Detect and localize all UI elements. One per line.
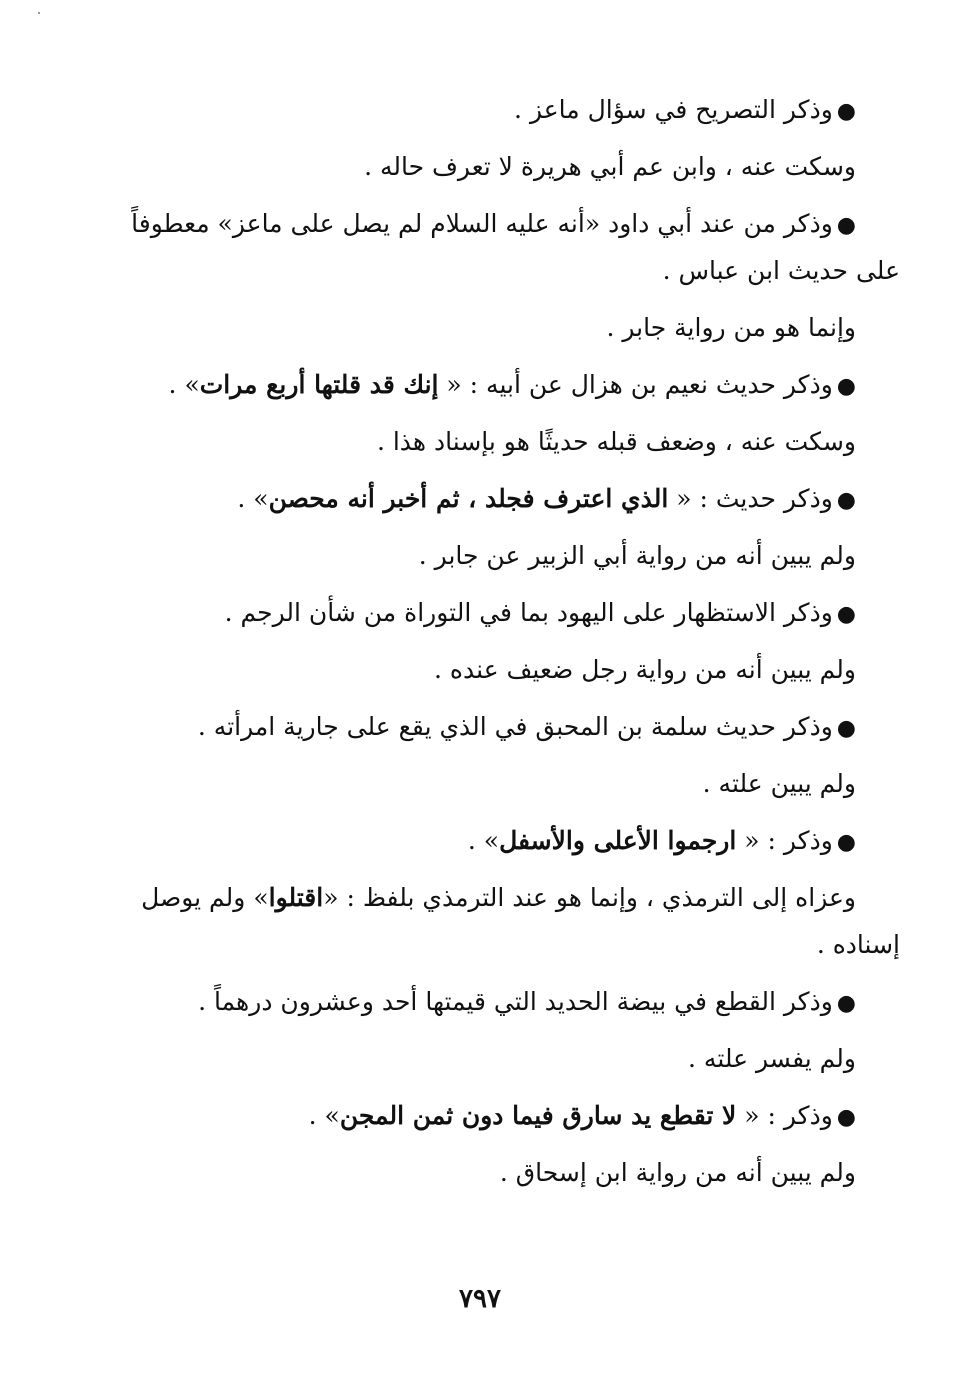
text-line-3: ●وذكر من عند أبي داود «أنه عليه السلام لم يصل على ماعز» معطوفاً [131,209,856,238]
text-line-20: ولم يبين أنه من رواية ابن إسحاق . [499,1158,856,1187]
text-line-7: وسكت عنه ، وضعف قبله حديثًا هو بإسناد هذا . [376,427,856,456]
bullet-icon: ● [836,830,856,855]
bullet-icon: ● [836,991,856,1016]
bullet-icon: ● [836,213,856,238]
text-line-9: ولم يبين أنه من رواية أبي الزبير عن جابر . [418,541,856,570]
bullet-icon: ● [836,374,856,399]
text-line-19: ●وذكر : « لا تقطع يد سارق فيما دون ثمن المجن» . [308,1101,856,1130]
quoted-hadith: ارجموا الأعلى والأسفل [499,826,737,855]
text-line-17: ●وذكر القطع في بيضة الحديد التي قيمتها أحد وعشرون درهماً . [198,987,856,1016]
text-line-13: ولم يبين علته . [702,769,856,798]
text-line-12: ●وذكر حديث سلمة بن المحبق في الذي يقع على جارية امرأته . [197,712,856,741]
scan-speck [38,12,40,14]
text-line-16: إسناده . [816,930,900,959]
text-line-4: على حديث ابن عباس . [662,256,900,285]
quoted-hadith: إنك قد قلتها أربع مرات [199,370,439,399]
bullet-icon: ● [836,602,856,627]
bullet-icon: ● [836,716,856,741]
quoted-word: اقتلوا [268,883,324,912]
text-line-15: وعزاه إلى الترمذي ، وإنما هو عند الترمذي بلفظ : «اقتلوا» ولم يوصل [141,883,856,912]
page-number: ٧٩٧ [459,1284,501,1314]
text-line-8: ●وذكر حديث : « الذي اعترف فجلد ، ثم أخبر أنه محصن» . [237,484,856,513]
text-line-1: ●وذكر التصريح في سؤال ماعز . [514,95,856,124]
text-line-18: ولم يفسر علته . [688,1044,856,1073]
text-line-10: ●وذكر الاستظهار على اليهود بما في التوراة من شأن الرجم . [224,598,856,627]
bullet-icon: ● [836,99,856,124]
text-line-2: وسكت عنه ، وابن عم أبي هريرة لا تعرف حاله . [364,152,856,181]
quoted-hadith: الذي اعترف فجلد ، ثم أخبر أنه محصن [268,484,669,513]
text-line-5: وإنما هو من رواية جابر . [606,313,856,342]
bullet-icon: ● [836,1105,856,1130]
quoted-hadith: لا تقطع يد سارق فيما دون ثمن المجن [339,1101,737,1130]
text-line-6: ●وذكر حديث نعيم بن هزال عن أبيه : « إنك قد قلتها أربع مرات» . [168,370,856,399]
bullet-icon: ● [836,488,856,513]
text-line-14: ●وذكر : « ارجموا الأعلى والأسفل» . [467,826,856,855]
text-line-11: ولم يبين أنه من رواية رجل ضعيف عنده . [434,655,856,684]
